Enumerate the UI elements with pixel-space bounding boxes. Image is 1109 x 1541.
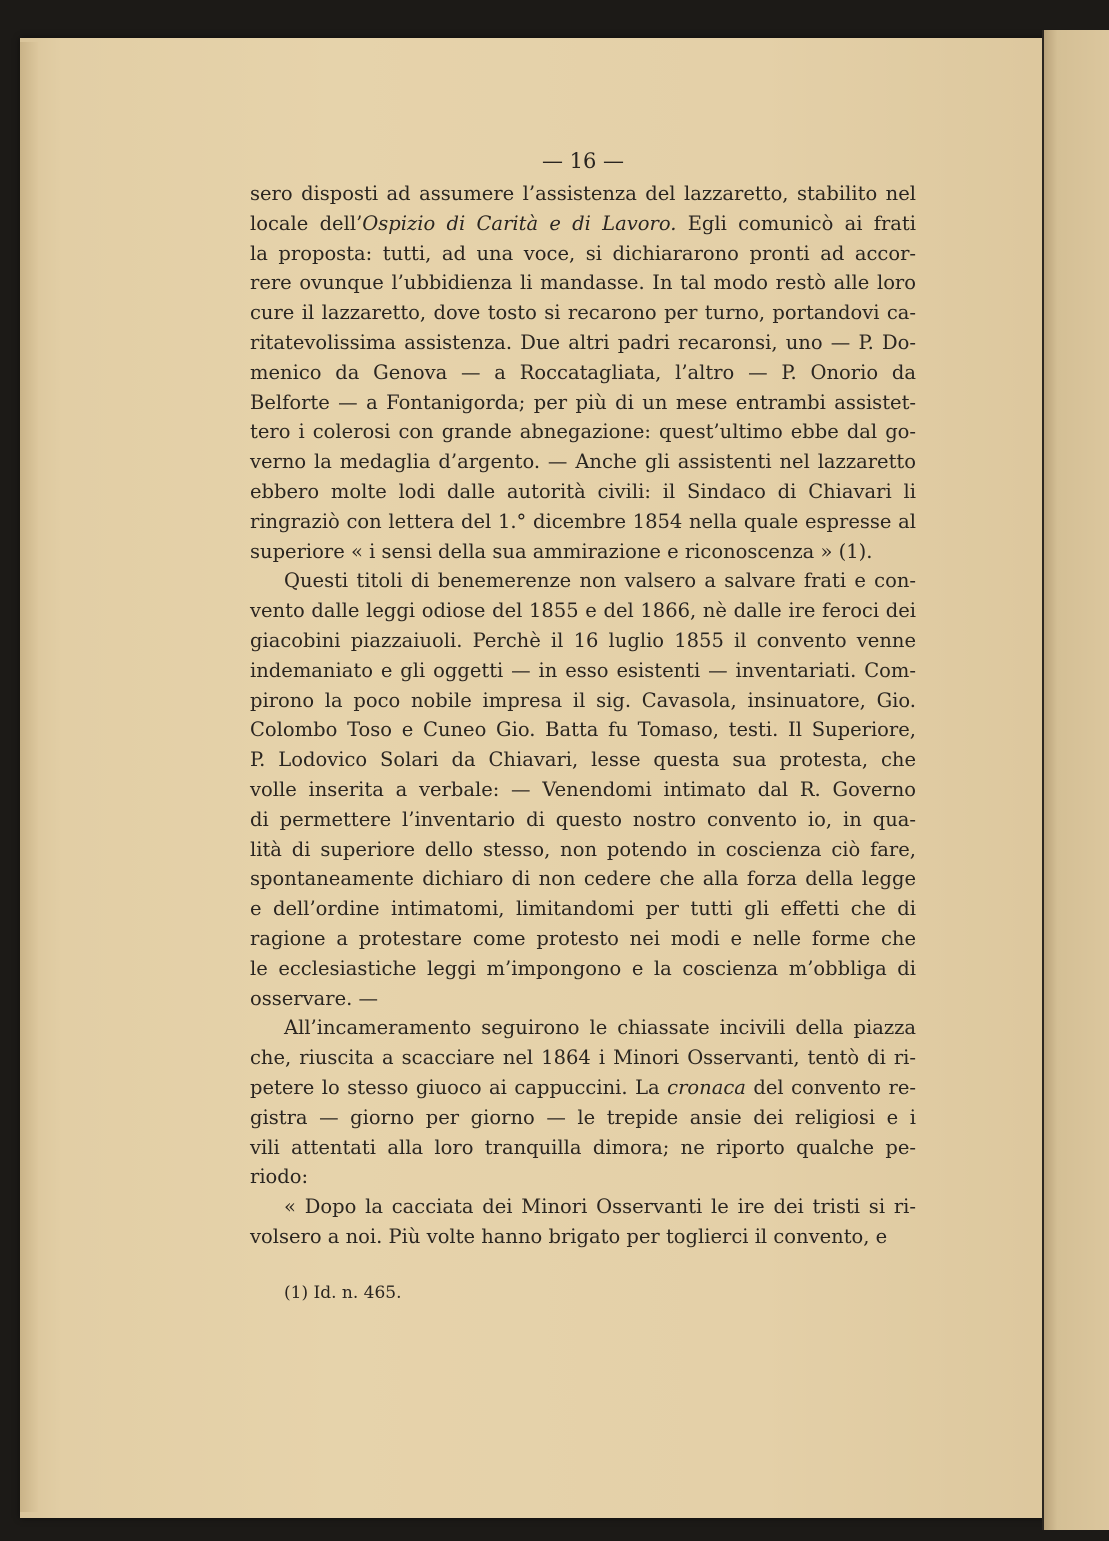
text-line: verno la medaglia d’argento. — Anche gli assistenti nel lazzaretto — [250, 450, 916, 474]
page-number: — 16 — — [541, 149, 625, 173]
text-line: le ecclesiastiche leggi m’impongono e la coscienza m’obbliga di — [250, 956, 916, 980]
footnote: (1) Id. n. 465. — [284, 1283, 402, 1303]
text-line: gistra — giorno per giorno — le trepide ansie dei religiosi e i — [250, 1105, 916, 1129]
text-line: tero i colerosi con grande abnegazione: quest’ultimo ebbe dal go- — [250, 420, 916, 444]
text-line: vili attentati alla loro tranquilla dimora; ne riporto qualche pe- — [250, 1135, 916, 1159]
page-binding-edge — [20, 42, 38, 1512]
text-line: di permettere l’inventario di questo nostro convento io, in qua- — [250, 807, 916, 831]
text-line: ebbero molte lodi dalle autorità civili: il Sindaco di Chiavari li — [250, 480, 916, 503]
text-line: P. Lodovico Solari da Chiavari, lesse questa sua protesta, che — [250, 748, 916, 772]
text-line: locale dell’Ospizio di Carità e di Lavoro. Egli comunicò ai frati — [250, 211, 916, 235]
text-line: rere ovunque l’ubbidienza li mandasse. In tal modo restò alle loro — [250, 271, 916, 295]
text-line: volle inserita a verbale: — Venendomi intimato dal R. Governo — [250, 778, 916, 801]
text-line: lità di superiore dello stesso, non potendo in coscienza ciò fare, — [250, 837, 916, 861]
text-line: volsero a noi. Più volte hanno brigato per toglierci il convento, e — [250, 1225, 888, 1248]
text-line: giacobini piazzaiuoli. Perchè il 16 luglio 1855 il convento venne — [250, 629, 916, 652]
text-line: spontaneamente dichiaro di non cedere che alla forza della legge — [250, 867, 916, 891]
text-line: pirono la poco nobile impresa il sig. Cavasola, insinuatore, Gio. — [250, 688, 916, 712]
text-line: Belforte — a Fontanigorda; per più di un mese entrambi assistet- — [250, 390, 916, 414]
text-line: superiore « i sensi della sua ammirazione e riconoscenza » (1). — [250, 539, 873, 563]
text-line: All’incameramento seguirono le chiassate incivili della piazza — [284, 1016, 916, 1040]
text-line: Colombo Toso e Cuneo Gio. Batta fu Tomaso, testi. Il Superiore, — [250, 718, 916, 742]
text-line: ragione a protestare come protesto nei modi e nelle forme che — [250, 927, 916, 950]
text-line: la proposta: tutti, ad una voce, si dichiararono pronti ad accor- — [250, 241, 916, 265]
text-line: riodo: — [250, 1165, 309, 1189]
text-line: e dell’ordine intimatomi, limitandomi per tutti gli effetti che di — [250, 897, 916, 921]
text-line: cure il lazzaretto, dove tosto si recarono per turno, portandovi ca- — [250, 301, 916, 325]
text-line: petere lo stesso giuoco ai cappuccini. La cronaca del convento re- — [250, 1076, 917, 1099]
text-line: Questi titoli di benemerenze non valsero a salvare frati e con- — [284, 569, 916, 593]
text-line: sero disposti ad assumere l’assistenza del lazzaretto, stabilito nel — [250, 182, 916, 205]
text-line: menico da Genova — a Roccatagliata, l’altro — P. Onorio da — [250, 360, 916, 384]
text-line: indemaniato e gli oggetti — in esso esistenti — inventariati. Com- — [250, 658, 916, 682]
text-line: « Dopo la cacciata dei Minori Osservanti le ire dei tristi si ri- — [284, 1195, 916, 1219]
next-page-edge — [1042, 30, 1109, 1530]
text-line: che, riuscita a scacciare nel 1864 i Minori Osservanti, tentò di ri- — [250, 1046, 916, 1070]
text-line: osservare. — — [250, 986, 379, 1010]
text-line: ritatevolissima assistenza. Due altri padri recaronsi, uno — P. Do- — [250, 331, 916, 354]
text-line: vento dalle leggi odiose del 1855 e del 1866, nè dalle ire feroci dei — [250, 599, 916, 623]
text-line: ringraziò con lettera del 1.° dicembre 1854 nella quale espresse al — [250, 509, 916, 533]
